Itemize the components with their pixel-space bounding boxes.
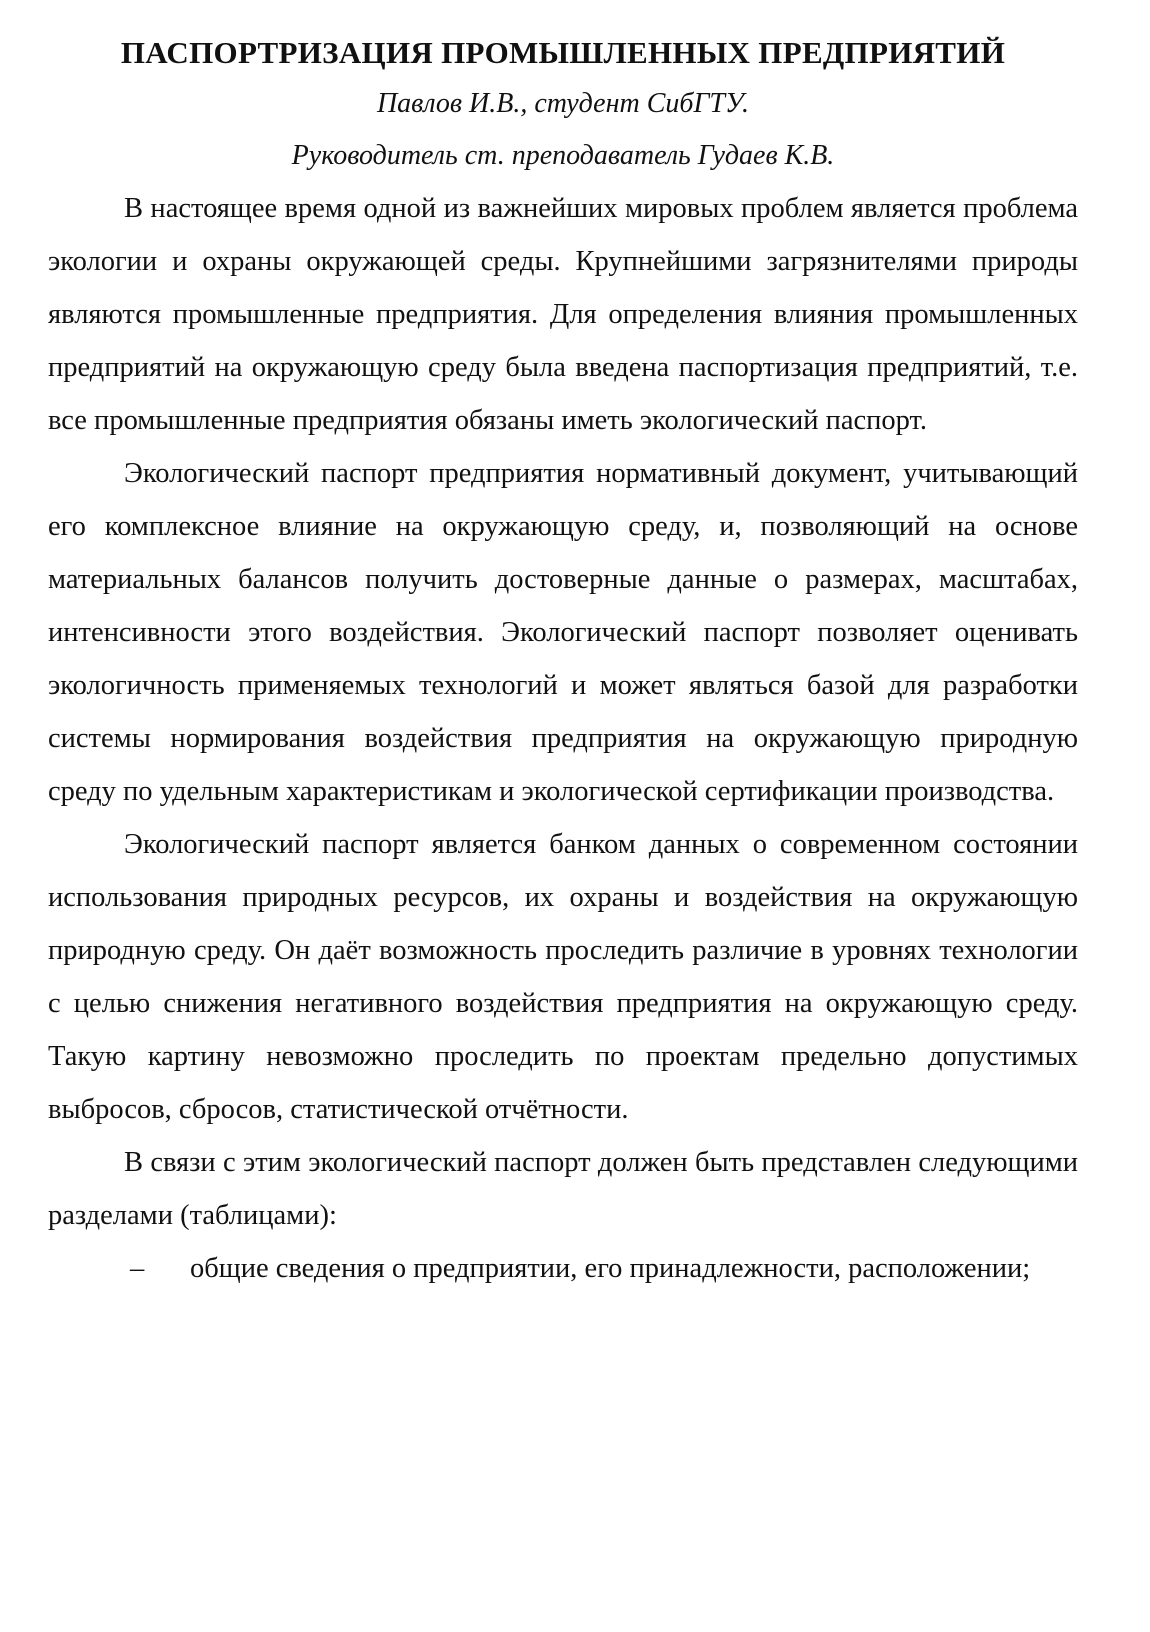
- author-line: Павлов И.В., студент СибГТУ.: [376, 88, 750, 119]
- supervisor-line: Руководитель ст. преподаватель Гудаев К.В.: [291, 140, 835, 171]
- list-item-text: общие сведения о предприятии, его принадлежности, расположении;: [190, 1253, 1031, 1284]
- paragraph-2: Экологический паспорт предприятия нормативный документ, учитывающий его комплексное влияние на окружающую среду, и, позволяющий на основе материальных балансов получить достоверные данные о размерах, масштабах, интенсивности этого воздействия. Экологический паспорт позволяет оценивать экологичность применяемых технологий и может являться базой для разработки системы нормирования воздействия предприятия на окружающую природную среду по удельным характеристикам и экологической сертификации производства.: [48, 458, 1078, 807]
- list-item-dash: –: [130, 1253, 145, 1284]
- paragraph-3: Экологический паспорт является банком данных о современном состоянии использования природных ресурсов, их охраны и воздействия на окружающую природную среду. Он даёт возможность проследить различие в уровнях технологии с целью снижения негативного воздействия предприятия на окружающую среду. Такую картину невозможно проследить по проектам предельно допустимых выбросов, сбросов, статистической отчётности.: [48, 829, 1078, 1125]
- document-title: ПАСПОРТРИЗАЦИЯ ПРОМЫШЛЕННЫХ ПРЕДПРИЯТИЙ: [120, 35, 1006, 70]
- paragraph-4: В связи с этим экологический паспорт должен быть представлен следующими разделами (таблицами):: [48, 1147, 1078, 1231]
- list-item: [48, 1242, 1078, 1295]
- document-page: [48, 28, 1078, 1608]
- paragraph-1: В настоящее время одной из важнейших мировых проблем является проблема экологии и охраны окружающей среды. Крупнейшими загрязнителями природы являются промышленные предприятия. Для определения влияния промышленных предприятий на окружающую среду была введена паспортизация предприятий, т.е. все промышленные предприятия обязаны иметь экологический паспорт.: [48, 193, 1078, 436]
